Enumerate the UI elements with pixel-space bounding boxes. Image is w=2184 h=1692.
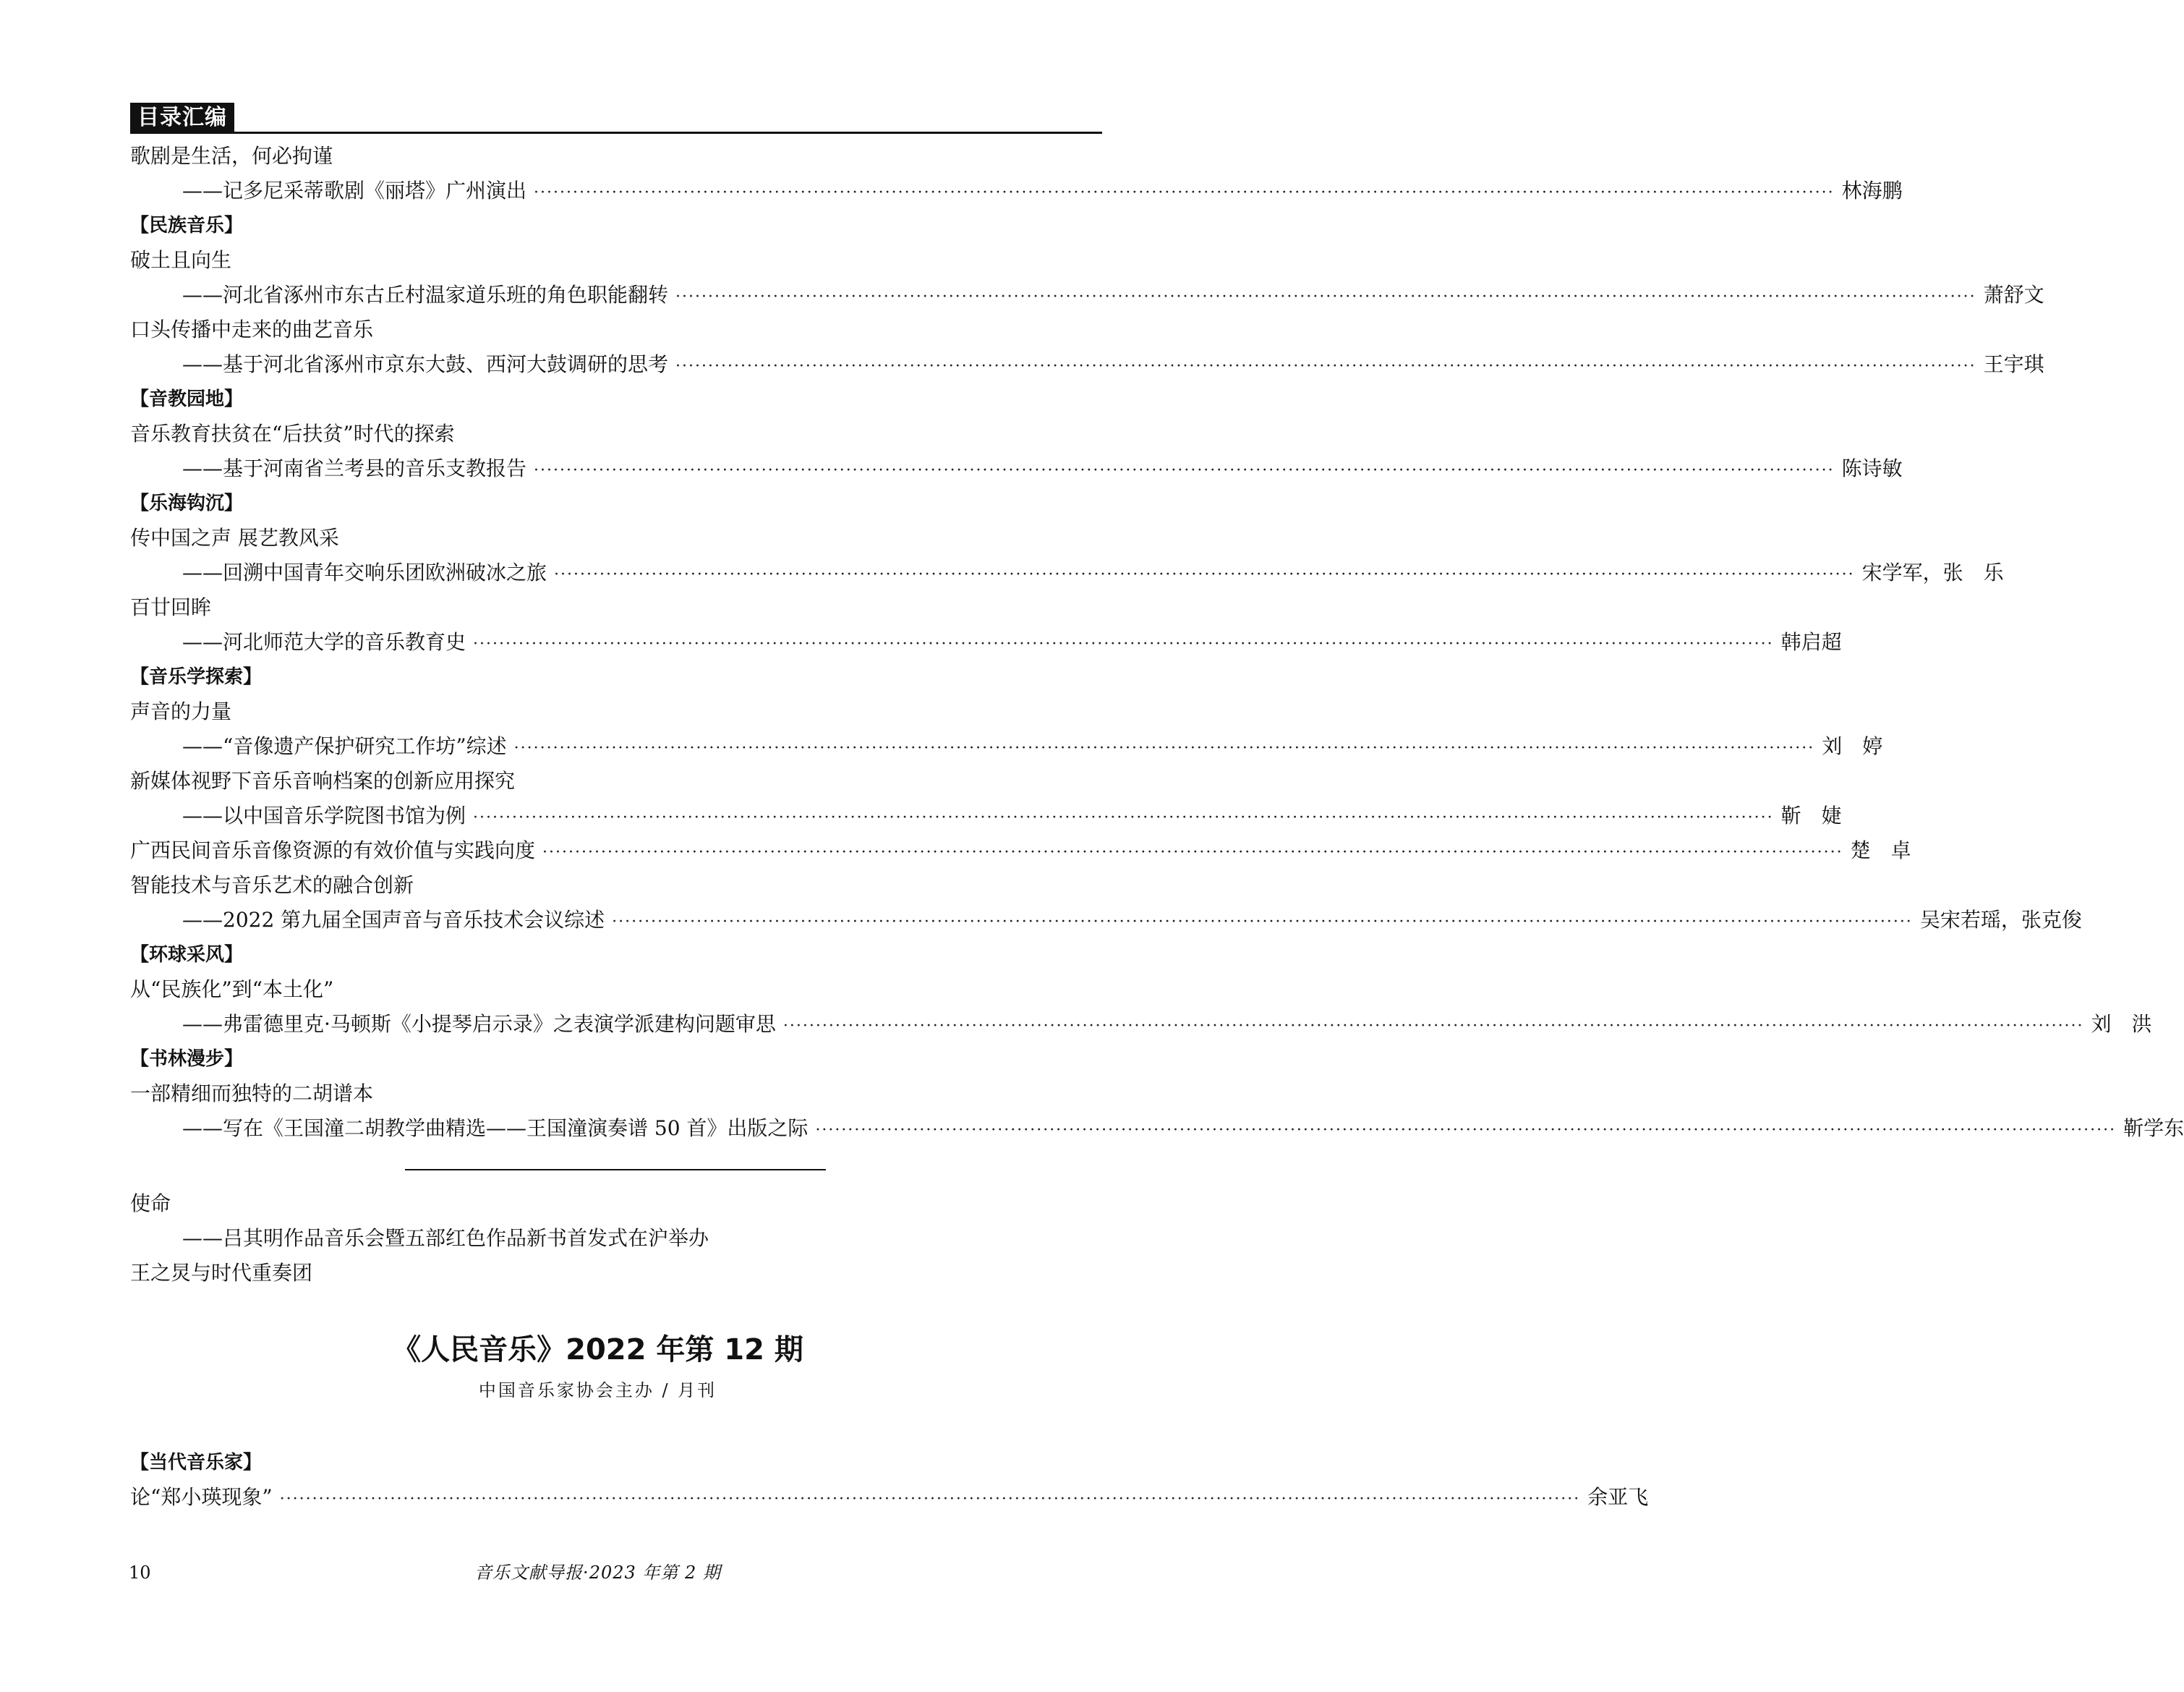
article-title: 一部精细而独特的二胡谱本 — [130, 1081, 374, 1105]
article-title: 王之炅与时代重奏团 — [130, 1261, 313, 1285]
article-subtitle-row — [130, 903, 2082, 938]
author-name: 林海鹏 — [1841, 179, 1903, 203]
article-title: 论“郑小瑛现象” — [130, 1485, 273, 1509]
issue-subtitle: 中国音乐家协会主办 / 月刊 — [478, 1380, 717, 1400]
section-tab: 目录汇编 — [130, 103, 234, 133]
author-name: 靳学东 — [2123, 1116, 2184, 1140]
leader-dots: ········································································································································································································ — [675, 288, 1976, 306]
misc-entries — [130, 1186, 1102, 1291]
author-name: 陈诗敏 — [1841, 456, 1903, 480]
article-subtitle: ——记多尼采蒂歌剧《丽塔》广州演出 — [182, 179, 527, 203]
article-subtitle: ——弗雷德里克·马顿斯《小提琴启示录》之表演学派建构问题审思 — [182, 1012, 776, 1036]
author-name: 宋学军，张 乐 — [1861, 561, 2004, 584]
article-subtitle-row — [130, 625, 1842, 660]
article-subtitle-row — [130, 174, 1903, 208]
header-rule — [130, 132, 1102, 134]
section-heading: 【当代音乐家】 — [130, 1452, 263, 1474]
page-number: 10 — [129, 1563, 151, 1583]
section-heading: 【民族音乐】 — [130, 215, 244, 237]
article-title: 破土且向生 — [130, 248, 232, 272]
article-title: 使命 — [130, 1191, 171, 1215]
article-entry-row — [130, 1480, 1649, 1515]
article-title: 传中国之声 展艺教风采 — [130, 526, 339, 550]
article-subtitle-row — [130, 1111, 2184, 1146]
article-subtitle-row — [130, 729, 1883, 764]
article-title: 百廿回眸 — [130, 595, 212, 619]
author-name: 刘 婷 — [1822, 734, 1883, 758]
section-heading: 【音教园地】 — [130, 388, 244, 410]
author-name: 吴宋若瑶，张克俊 — [1919, 908, 2082, 932]
article-title: 音乐教育扶贫在“后扶贫”时代的探索 — [130, 422, 455, 446]
section-heading: 【书林漫步】 — [130, 1048, 244, 1070]
article-subtitle: ——河北师范大学的音乐教育史 — [182, 630, 466, 654]
leader-dots: ········································································································································································································ — [473, 635, 1774, 653]
article-subtitle: ——“音像遗产保护研究工作坊”综述 — [182, 734, 507, 758]
article-subtitle: ——基于河南省兰考县的音乐支教报告 — [182, 456, 527, 480]
leader-dots: ········································································································································································································ — [473, 809, 1774, 827]
author-name: 楚 卓 — [1850, 838, 1911, 862]
divider-line — [405, 1169, 826, 1170]
section-heading: 【音乐学探索】 — [130, 666, 263, 688]
article-subtitle: ——以中国音乐学院图书馆为例 — [182, 804, 466, 828]
author-name: 萧舒文 — [1983, 283, 2044, 307]
article-title: 智能技术与音乐艺术的融合创新 — [130, 873, 414, 897]
article-subtitle: ——河北省涿州市东古丘村温家道乐班的角色职能翻转 — [182, 283, 669, 307]
article-title: 声音的力量 — [130, 700, 232, 723]
author-name: 余亚飞 — [1587, 1485, 1649, 1509]
leader-dots: ········································································································································································································ — [279, 1490, 1581, 1508]
article-subtitle: ——2022 第九届全国声音与音乐技术会议综述 — [182, 908, 605, 932]
article-subtitle-row — [130, 451, 1903, 486]
leader-dots: ········································································································································································································ — [815, 1121, 2117, 1139]
issue-table-of-contents — [130, 1445, 1649, 1515]
article-entry-row — [130, 833, 1911, 868]
article-subtitle-row — [130, 799, 1842, 833]
article-title: 新媒体视野下音乐音响档案的创新应用探究 — [130, 769, 516, 793]
article-subtitle-row — [130, 1007, 2152, 1042]
footer-journal: 音乐文献导报·2023 年第 2 期 — [474, 1563, 721, 1583]
article-subtitle: ——回溯中国青年交响乐团欧洲破冰之旅 — [182, 561, 547, 584]
leader-dots: ········································································································································································································ — [554, 566, 1855, 584]
article-title: 从“民族化”到“本土化” — [130, 977, 334, 1001]
article-subtitle-row — [130, 556, 2004, 590]
author-name: 刘 洪 — [2091, 1012, 2152, 1036]
issue-title: 《人民音乐》2022 年第 12 期 — [392, 1333, 803, 1366]
author-name: 韩启超 — [1780, 630, 1842, 654]
article-subtitle: ——写在《王国潼二胡教学曲精选——王国潼演奏谱 50 首》出版之际 — [182, 1116, 809, 1140]
section-heading: 【乐海钩沉】 — [130, 493, 244, 514]
leader-dots: ········································································································································································································ — [782, 1017, 2084, 1035]
leader-dots: ········································································································································································································ — [534, 462, 1835, 480]
leader-dots: ········································································································································································································ — [534, 184, 1835, 202]
leader-dots: ········································································································································································································ — [612, 913, 1913, 931]
leader-dots: ········································································································································································································ — [513, 739, 1815, 757]
table-of-contents — [130, 139, 2184, 1146]
section-heading: 【环球采风】 — [130, 944, 244, 966]
article-subtitle-row — [130, 278, 2044, 313]
article-title: 广西民间音乐音像资源的有效价值与实践向度 — [130, 838, 536, 862]
article-subtitle-row — [130, 347, 2044, 382]
article-title: 歌剧是生活，何必拘谨 — [130, 144, 333, 168]
leader-dots: ········································································································································································································ — [675, 357, 1976, 375]
article-title: 口头传播中走来的曲艺音乐 — [130, 318, 374, 341]
article-subtitle: ——吕其明作品音乐会暨五部红色作品新书首发式在沪举办 — [182, 1226, 709, 1250]
author-name: 靳 婕 — [1780, 804, 1842, 828]
article-subtitle: ——基于河北省涿州市京东大鼓、西河大鼓调研的思考 — [182, 352, 669, 376]
leader-dots: ········································································································································································································ — [542, 843, 1843, 862]
author-name: 王宇琪 — [1983, 352, 2044, 376]
